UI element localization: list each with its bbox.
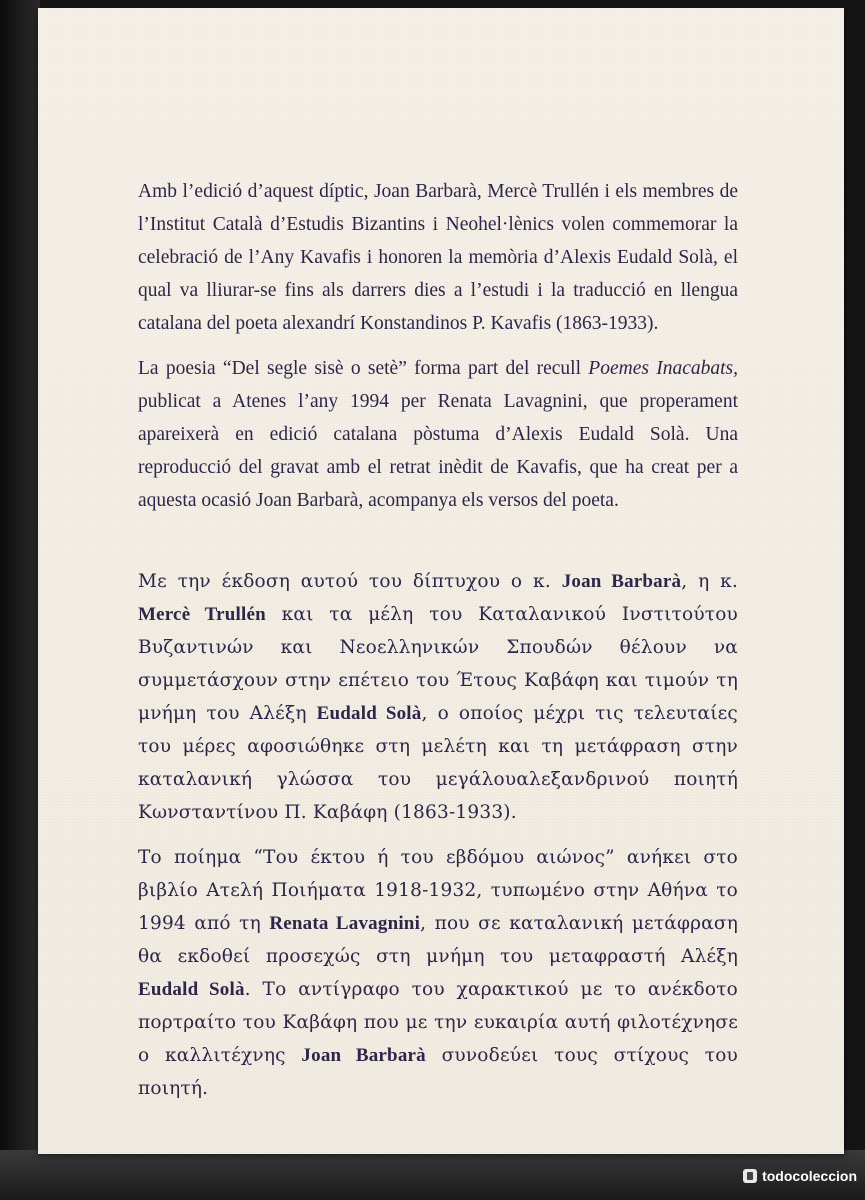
- name-joan-barbara: Joan Barbarà: [561, 571, 682, 592]
- name-eudald-sola: Eudald Solà: [316, 703, 422, 724]
- name-renata-lavagnini: Renata Lavagnini: [269, 913, 421, 934]
- name-joan-barbara-2: Joan Barbarà: [301, 1045, 426, 1066]
- greek-paragraph-1: Με την έκδοση αυτού του δίπτυχου ο κ. Joan Barbarà, η κ. Mercè Trullén και τα μέλη του Καταλανικού Ινστιτούτου Βυζαντινών και Νεοελληνικών Σπουδών θέλουν να συμμετάσχουν στην επέτειο του Έτους Καβάφη και τιμούν τη μνήμη του Αλέξη Eudald Solà, ο οποίος μέχρι τις τελευταίες του μέρες αφοσιώθηκε στη μελέτη και τη μετάφραση στην καταλανική γλώσσα του μεγάλουαλεξανδρινού ποιητή Κωνσταντίνου Π. Καβάφη (1863-1933).: [138, 571, 738, 823]
- background-table-surface: [0, 1150, 865, 1200]
- todocoleccion-logo-icon: [743, 1169, 757, 1183]
- catalan-text-block: [138, 175, 738, 517]
- catalan-paragraph-1: Amb l’edició d’aquest díptic, Joan Barbarà, Mercè Trullén i els membres de l’Institut Català d’Estudis Bizantins i Neohel·lènics volen commemorar la celebració de l’Any Kavafis i honoren la memòria d’Alexis Eudald Solà, el qual va lliurar-se fins als darrers dies a l’estudi i la traducció en llengua catalana del poeta alexandrí Konstandinos P. Kavafis (1863-1933).: [138, 181, 738, 334]
- catalan-paragraph-2: La poesia “Del segle sisè o setè” forma part del recull Poemes Inacabats, publicat a Atenes l’any 1994 per Renata Lavagnini, que properament apareixerà en edició catalana pòstuma d’Alexis Eudald Solà. Una reproducció del gravat amb el retrat inèdit de Kavafis, que ha creat per a aquesta ocasió Joan Barbarà, acompanya els versos del poeta.: [138, 358, 738, 511]
- greek-paragraph-2: Το ποίημα “Του έκτου ή του εβδόμου αιώνος” ανήκει στο βιβλίο Ατελή Ποιήματα 1918-1932, τυπωμένο στην Αθήνα το 1994 από τη Renata Lavagnini, που σε καταλανική μετάφραση θα εκδοθεί προσεχώς στη μνήμη του μεταφραστή Αλέξη Eudald Solà. Το αντίγραφο του χαρακτικού με το ανέκδοτο πορτραίτο του Καβάφη που με την ευκαιρία αυτή φιλοτέχνησε ο καλλιτέχνης Joan Barbarà συνοδεύει τους στίχους του ποιητή.: [138, 847, 738, 1099]
- greek-text-block: [138, 565, 738, 1105]
- watermark: [743, 1168, 857, 1184]
- name-merce-trullen: Mercè Trullén: [138, 604, 266, 625]
- watermark-text: todocoleccion: [762, 1168, 857, 1184]
- name-eudald-sola-2: Eudald Solà: [138, 979, 245, 1000]
- book-title: Poemes Inacabats,: [588, 358, 738, 379]
- background-dark-edge: [0, 0, 40, 1200]
